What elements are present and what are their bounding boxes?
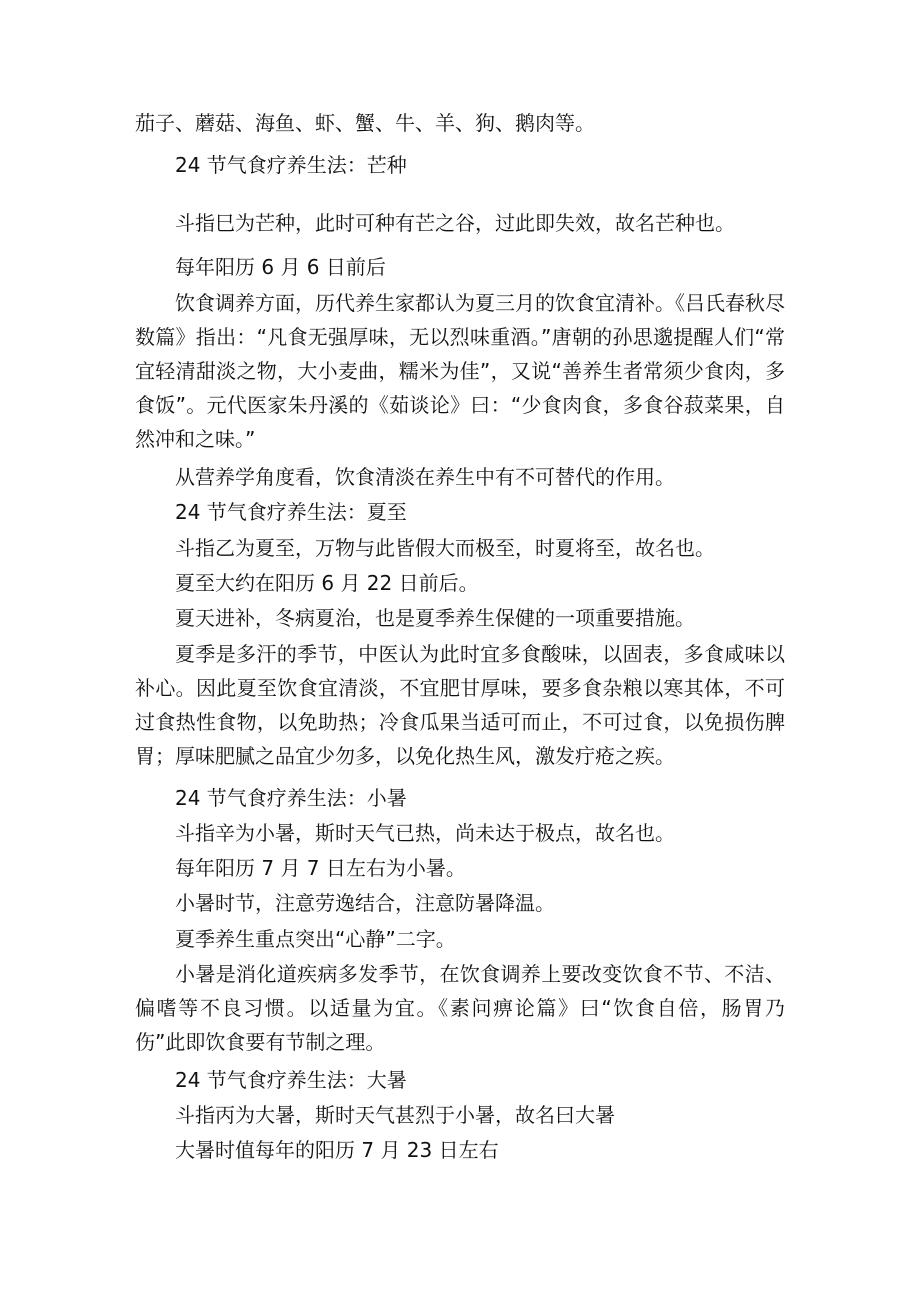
paragraph-xiaoshu-date: 每年阳历 7 月 7 日左右为小暑。 (175, 856, 466, 880)
paragraph-xiazhi-origin: 斗指乙为夏至，万物与此皆假大而极至，时夏将至，故名也。 (175, 536, 715, 560)
paragraph-mangzhong-date: 每年阳历 6 月 6 日前后 (175, 255, 386, 279)
paragraph-xiaoshu-origin: 斗指辛为小暑，斯时天气已热，尚未达于极点，故名也。 (175, 821, 675, 845)
paragraph-dashu-date: 大暑时值每年的阳历 7 月 23 日左右 (175, 1138, 499, 1162)
section-heading-mangzhong: 24 节气食疗养生法：芒种 (175, 153, 407, 177)
section-heading-xiazhi: 24 节气食疗养生法：夏至 (175, 500, 407, 524)
paragraph-xiazhi-date: 夏至大约在阳历 6 月 22 日前后。 (175, 571, 479, 595)
section-heading-dashu: 24 节气食疗养生法：大暑 (175, 1068, 407, 1092)
paragraph-nutrition: 从营养学角度看，饮食清淡在养生中有不可替代的作用。 (175, 465, 675, 489)
section-heading-xiaoshu: 24 节气食疗养生法：小暑 (175, 786, 407, 810)
paragraph-xiaoshu-diet: 小暑是消化道疾病多发季节，在饮食调养上要改变饮食不节、不洁、偏嗜等不良习惯。以适量为宜。《素问痹论篇》曰“饮食自倍，肠胃乃伤”此即饮食要有节制之理。 (135, 962, 785, 1054)
paragraph-xiazhi-diet: 夏季是多汗的季节，中医认为此时宜多食酸味，以固表，多食咸味以补心。因此夏至饮食宜清淡，不宜肥甘厚味，要多食杂粮以寒其体，不可过食热性食物，以免助热；冷食瓜果当适可而止，不可过食，以免损伤脾胃；厚味肥腻之品宜少勿多，以免化热生风，激发疔疮之疾。 (135, 642, 785, 768)
paragraph-xiazhi-tonic: 夏天进补，冬病夏治，也是夏季养生保健的一项重要措施。 (175, 606, 695, 630)
paragraph-xiaoshu-rest: 小暑时节，注意劳逸结合，注意防暑降温。 (175, 891, 555, 915)
paragraph-food-list: 茄子、蘑菇、海鱼、虾、蟹、牛、羊、狗、鹅肉等。 (135, 111, 595, 135)
paragraph-mangzhong-origin: 斗指巳为芒种，此时可种有芒之谷，过此即失效，故名芒种也。 (175, 211, 735, 235)
paragraph-mangzhong-diet: 饮食调养方面，历代养生家都认为夏三月的饮食宜清补。《吕氏春秋尽数篇》指出：“凡食无强厚味，无以烈味重酒。”唐朝的孙思邈提醒人们“常宜轻清甜淡之物，大小麦曲，糯米为佳”，又说“善养生者常须少食肉，多食饭”。元代医家朱丹溪的《茹谈论》曰：“少食肉食，多食谷菽菜果，自然冲和之味。” (135, 291, 785, 451)
paragraph-dashu-origin: 斗指丙为大暑，斯时天气甚烈于小暑，故名曰大暑 (175, 1103, 615, 1127)
paragraph-xiaoshu-calm: 夏季养生重点突出“心静”二字。 (175, 927, 456, 951)
